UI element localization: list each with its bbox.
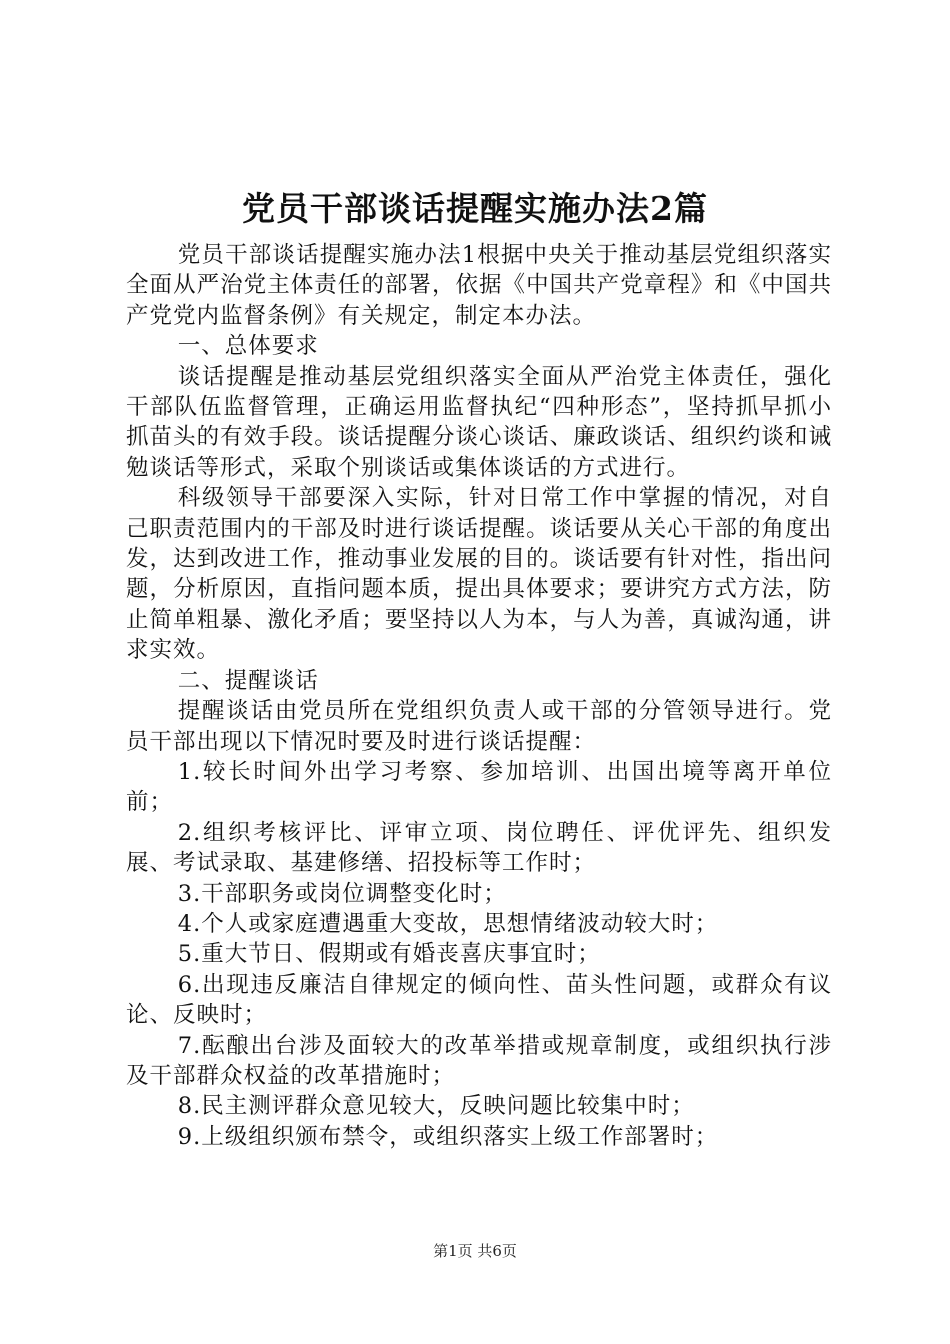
list-item-7: 7.酝酿出台涉及面较大的改革举措或规章制度，或组织执行涉及干部群众权益的改革措施时； (126, 1032, 832, 1089)
document-body (126, 240, 832, 1152)
section-heading-general: 一、总体要求 (177, 333, 319, 360)
page-footer: 第1页 共6页 (433, 1242, 517, 1260)
list-item-5: 5.重大节日、假期或有婚丧喜庆事宜时； (177, 941, 601, 968)
list-item-9: 9.上级组织颁布禁令，或组织落实上级工作部署时； (177, 1123, 719, 1150)
paragraph-reminder-intro: 提醒谈话由党员所在党组织负责人或干部的分管领导进行。党员干部出现以下情况时要及时进行谈话提醒： (126, 698, 832, 755)
list-item-8: 8.民主测评群众意见较大，反映问题比较集中时； (177, 1093, 695, 1120)
section-heading-reminder: 二、提醒谈话 (177, 667, 319, 694)
paragraph-general-2: 科级领导干部要深入实际，针对日常工作中掌握的情况，对自己职责范围内的干部及时进行谈话提醒。谈话要从关心干部的角度出发，达到改进工作，推动事业发展的目的。谈话要有针对性，指出问题，分析原因，直指问题本质，提出具体要求；要讲究方式方法，防止简单粗暴、激化矛盾；要坚持以人为本，与人为善，真诚沟通，讲求实效。 (126, 485, 832, 664)
document-title: 党员干部谈话提醒实施办法2篇 (242, 189, 708, 228)
paragraph-general-1: 谈话提醒是推动基层党组织落实全面从严治党主体责任，强化干部队伍监督管理，正确运用监督执纪“四种形态”，坚持抓早抓小抓苗头的有效手段。谈话提醒分谈心谈话、廉政谈话、组织约谈和诫勉谈话等形式，采取个别谈话或集体谈话的方式进行。 (126, 363, 832, 481)
list-item-2: 2.组织考核评比、评审立项、岗位聘任、评优评先、组织发展、考试录取、基建修缮、招投标等工作时； (126, 819, 832, 877)
list-item-4: 4.个人或家庭遭遇重大变故，思想情绪波动较大时； (177, 910, 719, 937)
list-item-3: 3.干部职务或岗位调整变化时； (177, 880, 507, 907)
list-item-6: 6.出现违反廉洁自律规定的倾向性、苗头性问题，或群众有议论、反映时； (126, 971, 832, 1029)
list-item-1: 1.较长时间外出学习考察、参加培训、出国出境等离开单位前； (126, 758, 832, 816)
paragraph-intro: 党员干部谈话提醒实施办法1根据中央关于推动基层党组织落实全面从严治党主体责任的部署，依据《中国共产党章程》和《中国共产党党内监督条例》有关规定，制定本办法。 (126, 242, 832, 329)
